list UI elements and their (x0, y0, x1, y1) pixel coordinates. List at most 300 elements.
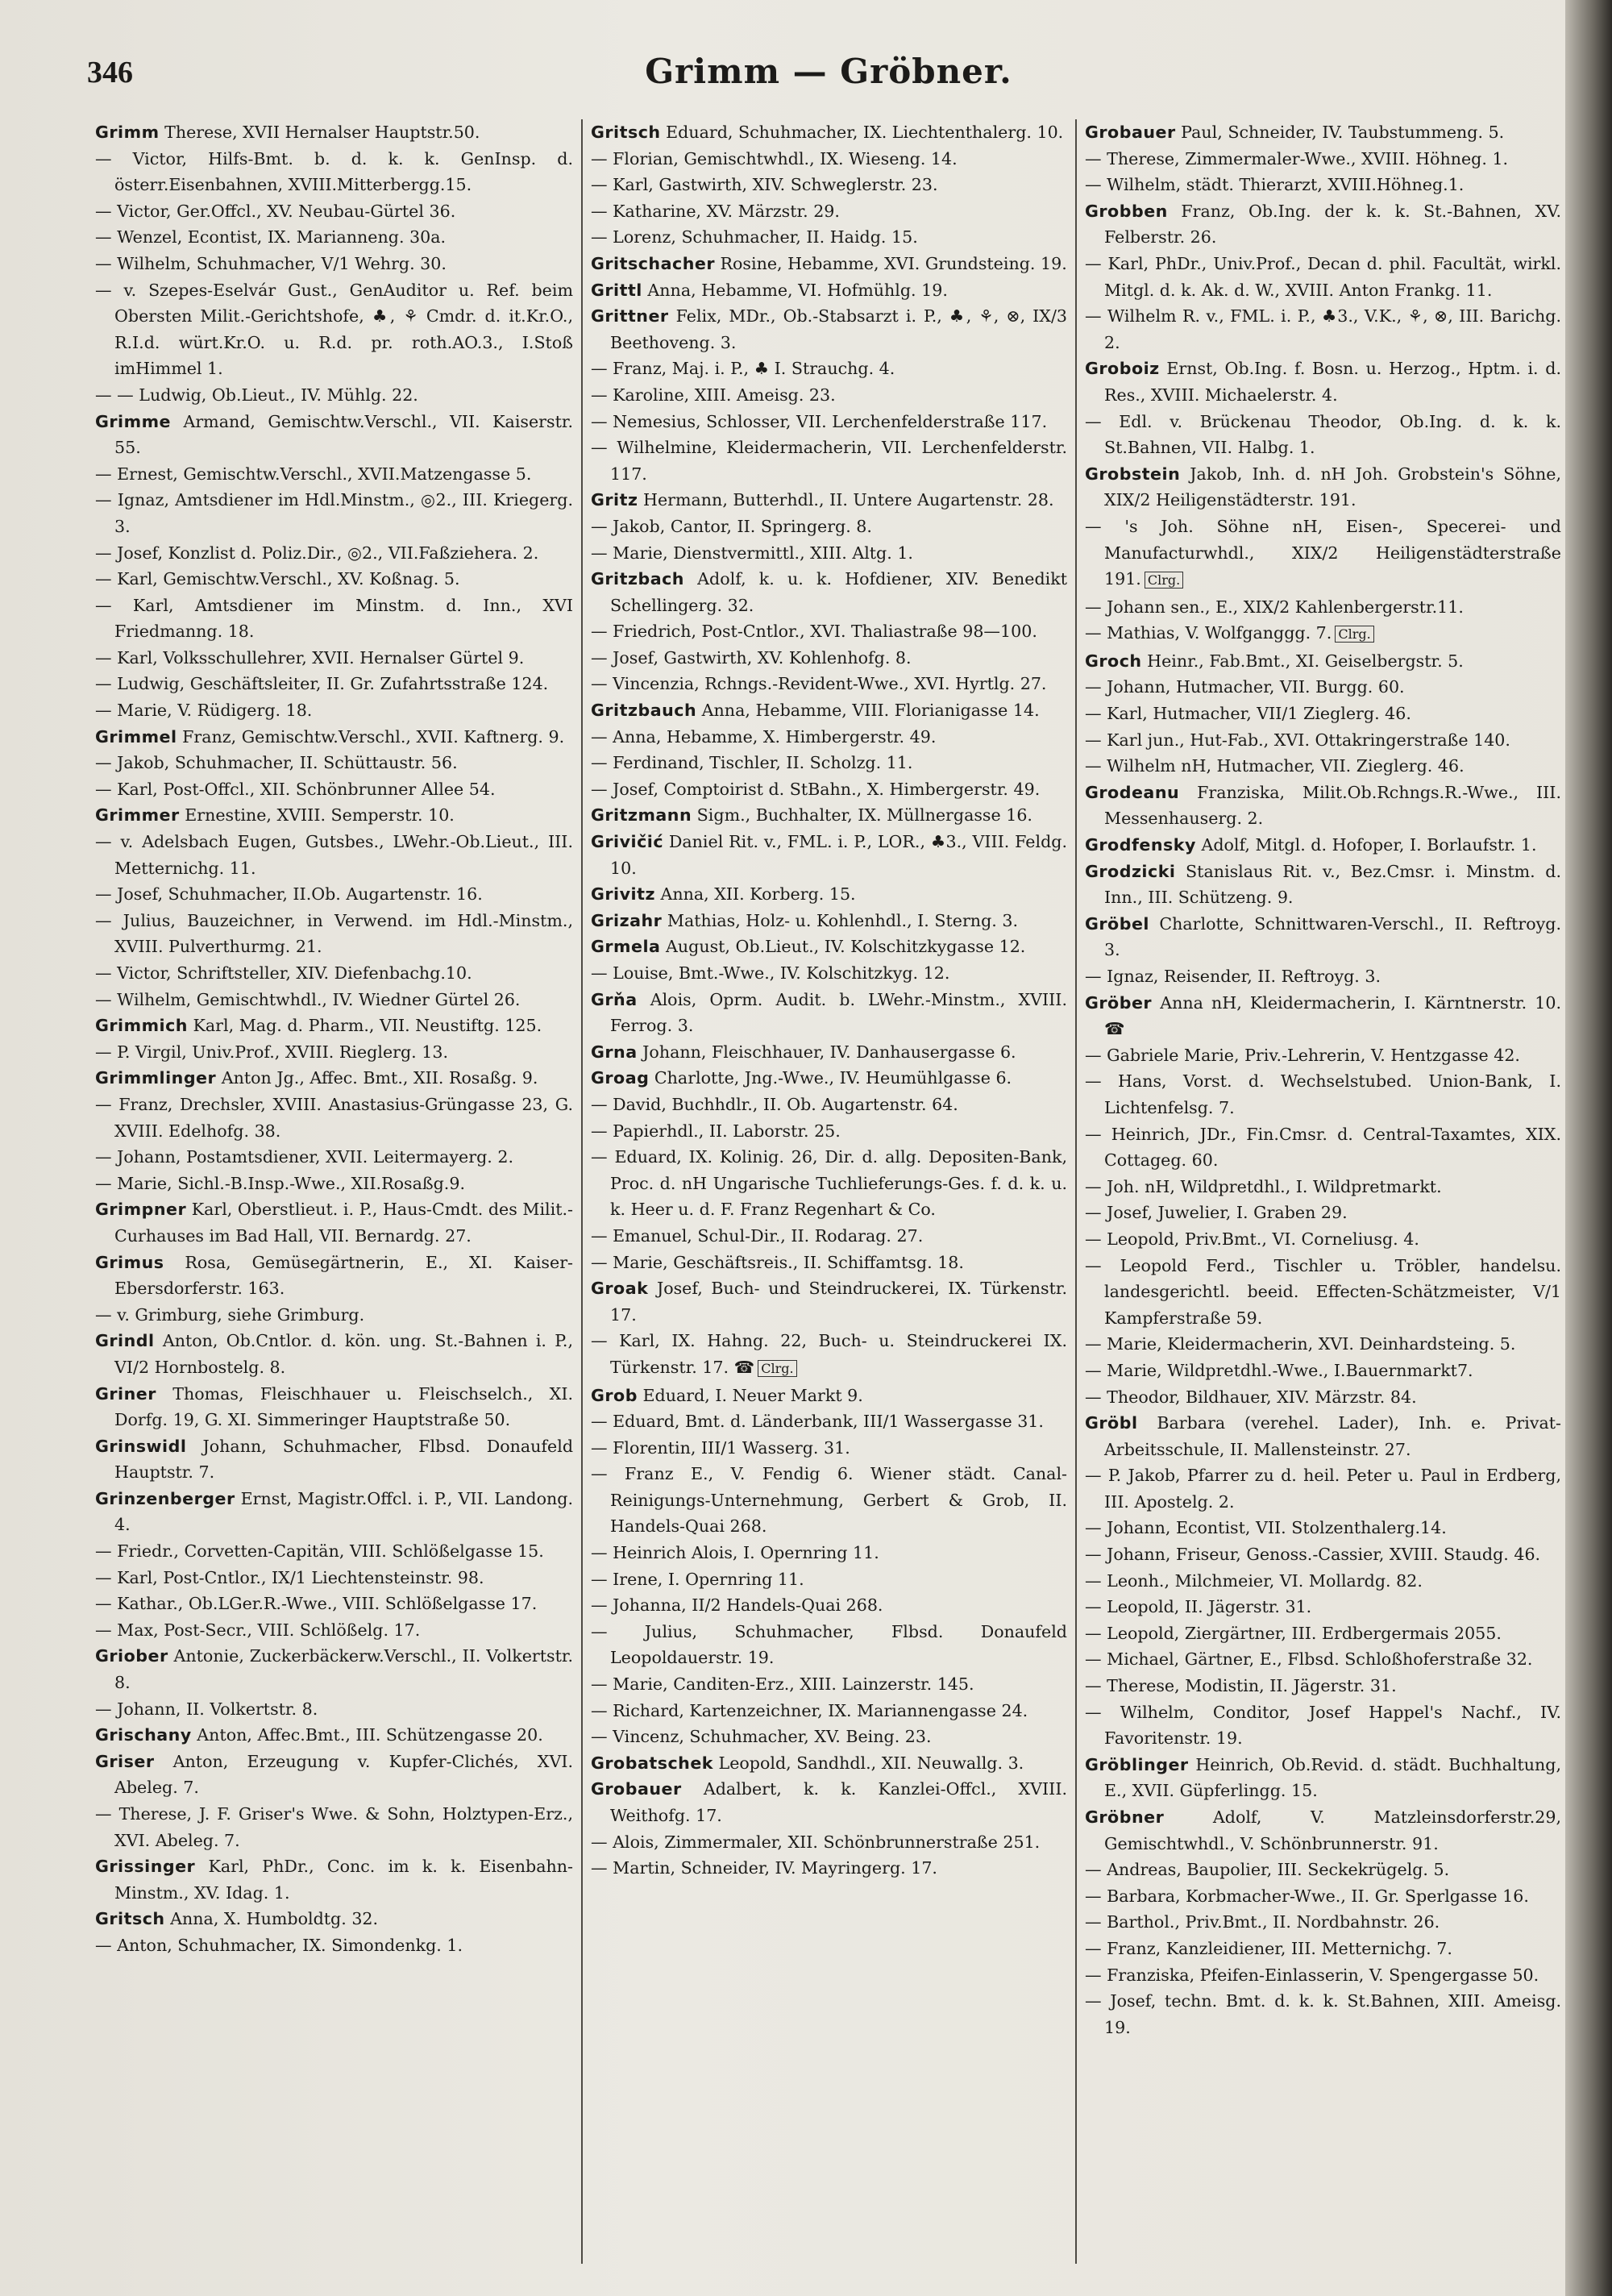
entry-surname: Grobstein (1085, 464, 1181, 484)
directory-entry (95, 593, 573, 645)
entry-text: — Victor, Hilfs-Bmt. b. d. k. k. GenInsp. d. österr.Eisenbahnen, XVIII.Mitterbergg.15. (95, 148, 573, 195)
entry-text: — Marie, Wildpretdhl.-Wwe., I.Bauernmarkt7. (1085, 1360, 1473, 1380)
directory-entry (591, 277, 1067, 304)
directory-entry (1085, 1253, 1561, 1332)
entry-text: Heinr., Fab.Bmt., XI. Geiselbergstr. 5. (1141, 651, 1464, 671)
entry-surname: Grimmlinger (95, 1068, 217, 1088)
entry-text: — Ernest, Gemischtw.Verschl., XVII.Matzengasse 5. (95, 464, 532, 484)
entry-surname: Grob (591, 1385, 638, 1405)
entry-text: — Josef, Comptoirist d. StBahn., X. Himbergerstr. 49. (591, 779, 1041, 799)
entry-text: — Victor, Ger.Offcl., XV. Neubau-Gürtel 36. (95, 201, 456, 221)
entry-text: Eduard, I. Neuer Markt 9. (637, 1385, 863, 1405)
entry-text: — Jakob, Schuhmacher, II. Schüttaustr. 56. (95, 753, 458, 773)
clearing-mark: Clrg. (1145, 572, 1183, 589)
entry-surname: Groch (1085, 651, 1142, 671)
entry-surname: Grischany (95, 1725, 192, 1745)
entry-surname: Groag (591, 1068, 650, 1088)
entry-text: Heinrich, Ob.Revid. d. städt. Buchhaltung, E., XVII. Güpferlingg. 15. (1104, 1754, 1561, 1801)
entry-text: — Wilhelm nH, Hutmacher, VII. Zieglerg. 46. (1085, 756, 1465, 776)
directory-entry (1085, 911, 1561, 963)
entry-text: — Johann sen., E., XIX/2 Kahlenbergerstr.11. (1085, 597, 1464, 617)
entry-text: — Victor, Schriftsteller, XIV. Diefenbachg.10. (95, 963, 472, 983)
entry-text: — Martin, Schneider, IV. Mayringerg. 17. (591, 1858, 937, 1878)
entry-text: — Josef, Juwelier, I. Graben 29. (1085, 1203, 1348, 1223)
directory-entry (1085, 1410, 1561, 1462)
directory-entry (591, 1383, 1067, 1409)
entry-text: — Johann, Econtist, VII. Stolzenthalerg.14. (1085, 1518, 1447, 1538)
directory-entry (95, 1643, 573, 1695)
directory-entry (1085, 1620, 1561, 1647)
entry-text: Johann, Fleischhauer, IV. Danhausergasse 6. (637, 1042, 1016, 1062)
entry-text: Mathias, Holz- u. Kohlenhdl., I. Sterng. 3. (662, 910, 1018, 930)
entry-text: — Ludwig, Geschäftsleiter, II. Gr. Zufahrtsstraße 124. (95, 674, 549, 694)
entry-text: — Wilhelmine, Kleidermacherin, VII. Lerchenfelderstr. 117. (591, 438, 1067, 484)
directory-entry (591, 1724, 1067, 1750)
entry-surname: Grodzicki (1085, 861, 1176, 881)
entry-surname: Grimme (95, 411, 172, 431)
entry-surname: Grobauer (1085, 123, 1176, 142)
entry-text: — Karl, Gemischtw.Verschl., XV. Koßnag. 5. (95, 569, 460, 589)
directory-entry (1085, 1174, 1561, 1200)
entry-surname: Gritsch (95, 1909, 165, 1929)
directory-entry (95, 409, 573, 461)
directory-entry (95, 146, 573, 198)
entry-surname: Grittner (591, 306, 669, 327)
entry-surname: Grinswidl (95, 1436, 187, 1456)
directory-entry (591, 908, 1067, 934)
directory-entry (591, 146, 1067, 173)
entry-text: — Wilhelm, Schuhmacher, V/1 Wehrg. 30. (95, 253, 447, 273)
directory-entry (95, 697, 573, 724)
directory-entry (1085, 963, 1561, 990)
directory-entry (591, 829, 1067, 881)
directory-entry (95, 224, 573, 251)
directory-entry (591, 750, 1067, 776)
directory-entry (1085, 1200, 1561, 1226)
entry-text: — Leopold, Ziergärtner, III. Erdbergermais 2055. (1085, 1623, 1502, 1643)
directory-entry (591, 1855, 1067, 1882)
directory-entry (95, 1801, 573, 1853)
entry-text: Daniel Rit. v., FML. i. P., LOR., ♣3., VIII. Feldg. 10. (610, 832, 1067, 878)
directory-entry (1085, 1331, 1561, 1358)
directory-entry (95, 1039, 573, 1066)
directory-entry (591, 540, 1067, 567)
entry-surname: Grinzenberger (95, 1488, 235, 1508)
entry-text: — Joh. nH, Wildpretdhl., I. Wildpretmarkt. (1085, 1176, 1442, 1196)
directory-entry (1085, 1226, 1561, 1253)
entry-text: — Karl jun., Hut-Fab., XVI. Ottakringerstraße 140. (1085, 730, 1510, 750)
entry-text: — Franz, Drechsler, XVIII. Anastasius-Grüngasse 23, G. XVIII. Edelhofg. 38. (95, 1094, 573, 1141)
entry-surname: Griser (95, 1751, 155, 1771)
entry-text: — Marie, Canditen-Erz., XIII. Lainzerstr. 145. (591, 1674, 974, 1695)
directory-entry (591, 198, 1067, 225)
entry-surname: Grimm (95, 123, 160, 142)
directory-entry (95, 1617, 573, 1644)
directory-entry (95, 1749, 573, 1801)
entry-surname: Grissinger (95, 1857, 196, 1877)
clearing-mark: Clrg. (1335, 626, 1373, 643)
directory-entry (1085, 1962, 1561, 1989)
entry-surname: Grimus (95, 1252, 164, 1272)
entry-text: — v. Adelsbach Eugen, Gutsbes., LWehr.-Ob.Lieut., III. Metternichg. 11. (95, 832, 573, 878)
entry-text: — Vincenzia, Rchngs.-Revident-Wwe., XVI. Hyrtlg. 27. (591, 674, 1047, 694)
directory-entry (1085, 119, 1561, 146)
directory-entry (1085, 1068, 1561, 1121)
directory-entry (1085, 356, 1561, 408)
entry-surname: Gritzmann (591, 805, 692, 826)
directory-entry (591, 382, 1067, 409)
directory-entry (591, 1328, 1067, 1382)
entry-text: Charlotte, Jng.-Wwe., IV. Heumühlgasse 6. (649, 1068, 1012, 1088)
directory-entry (1085, 1594, 1561, 1620)
entry-text: Karl, PhDr., Conc. im k. k. Eisenbahn-Minstm., XV. Idag. 1. (114, 1857, 573, 1903)
directory-entry (591, 1435, 1067, 1462)
entry-text: — Franz, Maj. i. P., ♣ I. Strauchg. 4. (591, 359, 895, 379)
directory-entry (1085, 1515, 1561, 1541)
directory-entry (591, 119, 1067, 146)
directory-entry (591, 697, 1067, 724)
directory-entry (95, 540, 573, 567)
directory-entry (95, 776, 573, 803)
entry-text: — Wenzel, Econtist, IX. Marianneng. 30a. (95, 227, 447, 247)
directory-entry (95, 908, 573, 960)
entry-text: Sigm., Buchhalter, IX. Müllnergasse 16. (692, 805, 1032, 826)
entry-text: — Marie, Kleidermacherin, XVI. Deinhardsteing. 5. (1085, 1334, 1516, 1354)
directory-entry (1085, 620, 1561, 648)
directory-entry (1085, 1883, 1561, 1910)
entry-text: Adolf, k. u. k. Hofdiener, XIV. Benedikt Schellingerg. 32. (610, 569, 1067, 615)
entry-text: — Friedr., Corvetten-Capitän, VIII. Schlößelgasse 15. (95, 1541, 544, 1562)
directory-entry (95, 829, 573, 881)
entry-text: — David, Buchhdlr., II. Ob. Augartenstr. 64. (591, 1094, 958, 1114)
directory-entry (95, 1013, 573, 1039)
entry-text: — Karl, Gastwirth, XIV. Schweglerstr. 23. (591, 175, 938, 195)
directory-entry (591, 960, 1067, 987)
directory-entry (591, 1092, 1067, 1118)
entry-text: Franziska, Milit.Ob.Rchngs.R.-Wwe., III. Messenhauserg. 2. (1104, 782, 1561, 829)
directory-entry (95, 1065, 573, 1092)
entry-text: — Julius, Schuhmacher, Flbsd. Donaufeld Leopoldauerstr. 19. (591, 1621, 1067, 1668)
entry-text: — Jakob, Cantor, II. Springerg. 8. (591, 516, 872, 536)
directory-entry (591, 1671, 1067, 1698)
directory-entry (95, 671, 573, 697)
entry-text: Charlotte, Schnittwaren-Verschl., II. Reftroyg. 3. (1104, 913, 1561, 960)
entry-text: — Eduard, Bmt. d. Länderbank, III/1 Wassergasse 31. (591, 1412, 1044, 1432)
directory-entry (95, 724, 573, 751)
entry-text: — Wilhelm, Gemischtwhdl., IV. Wiedner Gürtel 26. (95, 989, 521, 1009)
entry-surname: Gröber (1085, 992, 1153, 1013)
entry-text: Antonie, Zuckerbäckerw.Verschl., II. Volkertstr. 8. (114, 1646, 573, 1693)
entry-text: Leopold, Sandhdl., XII. Neuwallg. 3. (713, 1753, 1024, 1773)
directory-entry (1085, 594, 1561, 621)
entry-text: Anton, Erzeugung v. Kupfer-Clichés, XVI. Abeleg. 7. (114, 1751, 573, 1798)
entry-text: — Ignaz, Reisender, II. Reftroyg. 3. (1085, 967, 1381, 986)
entry-surname: Gröbl (1085, 1413, 1138, 1433)
entry-text: — Barbara, Korbmacher-Wwe., II. Gr. Sperlgasse 16. (1085, 1886, 1529, 1906)
entry-text: — Edl. v. Brückenau Theodor, Ob.Ing. d. k. k. St.Bahnen, VII. Halbg. 1. (1085, 411, 1561, 458)
entry-surname: Gröbner (1085, 1807, 1165, 1827)
entry-text: — Heinrich Alois, I. Opernring 11. (591, 1543, 879, 1563)
entry-surname: Griober (95, 1646, 168, 1666)
entry-text: Rosine, Hebamme, XVI. Grundsteing. 19. (714, 253, 1067, 273)
directory-entry (591, 987, 1067, 1039)
entry-surname: Grobben (1085, 201, 1168, 221)
entry-surname: Grindl (95, 1331, 155, 1351)
directory-entry (591, 1039, 1067, 1066)
directory-entry (95, 1538, 573, 1565)
entry-surname: Grobauer (591, 1779, 682, 1799)
entry-text: Alois, Oprm. Audit. b. LWehr.-Minstm., XVIII. Ferrog. 3. (610, 989, 1067, 1036)
entry-surname: Grivitz (591, 884, 655, 905)
entry-text: Anna, X. Humboldtg. 32. (164, 1909, 379, 1929)
entry-text: Anton, Ob.Cntlor. d. kön. ung. St.-Bahnen i. P., VI/2 Hornbostelg. 8. (114, 1331, 573, 1377)
clearing-mark: Clrg. (758, 1360, 796, 1377)
directory-entry (95, 1565, 573, 1591)
entry-text: — Leopold, Priv.Bmt., VI. Corneliusg. 4. (1085, 1229, 1419, 1249)
entry-text: — v. Grimburg, siehe Grimburg. (95, 1304, 365, 1325)
entry-surname: Grimpner (95, 1200, 187, 1220)
directory-entry (1085, 1541, 1561, 1568)
entry-text: Ernst, Ob.Ing. f. Bosn. u. Herzog., Hptm. i. d. Res., XVIII. Michaelerstr. 4. (1104, 359, 1561, 405)
directory-entry (1085, 1358, 1561, 1384)
directory-entry (1085, 1857, 1561, 1883)
directory-entry (95, 1696, 573, 1723)
directory-columns (87, 119, 1570, 2264)
entry-text: Anna, XII. Korberg. 15. (654, 884, 856, 905)
entry-text: Thomas, Fleischhauer u. Fleischselch., XI. Dorfg. 19, G. XI. Simmeringer Hauptstraße 50. (114, 1383, 573, 1430)
entry-text: — Wilhelm, Conditor, Josef Happel's Nachf., IV. Favoritenstr. 19. (1085, 1702, 1561, 1749)
entry-text: — Franz, Kanzleidiener, III. Metternichg. 7. (1085, 1938, 1452, 1958)
directory-entry (1085, 303, 1561, 356)
entry-text: Eduard, Schuhmacher, IX. Liechtenthalerg. 10. (660, 123, 1064, 142)
entry-text: Hermann, Butterhdl., II. Untere Augartenstr. 28. (638, 490, 1054, 510)
directory-entry (95, 487, 573, 539)
directory-entry (591, 802, 1067, 829)
entry-surname: Gritsch (591, 123, 661, 142)
entry-text: — Ferdinand, Tischler, II. Scholzg. 11. (591, 753, 913, 773)
entry-text: — Louise, Bmt.-Wwe., IV. Kolschitzkyg. 12. (591, 963, 950, 983)
entry-surname: Grimmer (95, 805, 180, 826)
directory-entry (95, 1722, 573, 1749)
directory-entry (1085, 648, 1561, 675)
directory-entry (1085, 753, 1561, 780)
entry-text: — Julius, Bauzeichner, in Verwend. im Hdl.-Minstm., XVIII. Pulverthurmg. 21. (95, 910, 573, 957)
entry-text: — Karl, Amtsdiener im Minstm. d. Inn., XVI Friedmanng. 18. (95, 595, 573, 642)
directory-entry (1085, 1699, 1561, 1752)
running-head: Grimm — Gröbner. (645, 52, 1012, 91)
directory-entry (1085, 1752, 1561, 1804)
directory-entry (1085, 1462, 1561, 1515)
directory-entry (591, 1592, 1067, 1619)
directory-entry (591, 1566, 1067, 1593)
directory-entry (591, 1118, 1067, 1145)
directory-entry (95, 1171, 573, 1197)
directory-entry (591, 776, 1067, 803)
entry-text: — Karl, PhDr., Univ.Prof., Decan d. phil. Facultät, wirkl. Mitgl. d. k. Ak. d. W., XVIII. Anton Frankg. 11. (1085, 253, 1561, 300)
directory-entry (95, 1433, 573, 1486)
entry-text: — v. Szepes-Eselvár Gust., GenAuditor u. Ref. beim Obersten Milit.-Gerichtshofe, ♣, ⚘ Cmdr. d. it.Kr.O., R.I.d. würt.Kr.O. u. R.d. pr. roth.AO.3., I.Stoß imHimmel 1. (95, 280, 573, 379)
entry-text: — Papierhdl., II. Laborstr. 25. (591, 1121, 841, 1141)
entry-text: — Leopold, II. Jägerstr. 31. (1085, 1597, 1312, 1617)
entry-text: — Emanuel, Schul-Dir., II. Rodarag. 27. (591, 1225, 924, 1246)
directory-entry (591, 671, 1067, 697)
entry-text: — P. Virgil, Univ.Prof., XVIII. Rieglerg. 13. (95, 1042, 449, 1062)
directory-entry (1085, 727, 1561, 754)
directory-entry (1085, 409, 1561, 461)
entry-text: — Marie, Sichl.-B.Insp.-Wwe., XII.Rosaßg.9. (95, 1173, 465, 1193)
entry-text: — Andreas, Baupolier, III. Seckekrügelg. 5. (1085, 1860, 1450, 1880)
column-3 (1075, 119, 1569, 2264)
entry-surname: Grizahr (591, 910, 663, 930)
entry-text: — Theodor, Bildhauer, XIV. Märzstr. 84. (1085, 1387, 1417, 1407)
entry-text: — Irene, I. Opernring 11. (591, 1569, 804, 1589)
page-header (87, 50, 1570, 98)
directory-entry (1085, 780, 1561, 832)
directory-entry (95, 1144, 573, 1171)
entry-text: — Josef, techn. Bmt. d. k. k. St.Bahnen, XIII. Ameisg. 19. (1085, 1991, 1561, 2037)
entry-surname: Grivičić (591, 832, 664, 852)
entry-text: Adalbert, k. k. Kanzlei-Offcl., XVIII. Weithofg. 17. (610, 1779, 1067, 1825)
directory-entry (591, 356, 1067, 382)
directory-entry (95, 198, 573, 225)
entry-text: Rosa, Gemüsegärtnerin, E., XI. Kaiser-Ebersdorferstr. 163. (114, 1252, 573, 1299)
entry-text: — Karl, IX. Hahng. 22, Buch- u. Steindruckerei IX. Türkenstr. 17. ☎ (591, 1331, 1067, 1377)
entry-text: — Marie, V. Rüdigerg. 18. (95, 701, 313, 721)
directory-entry (95, 566, 573, 593)
column-2 (581, 119, 1075, 2264)
directory-entry (591, 1275, 1067, 1328)
directory-entry (1085, 251, 1561, 303)
entry-text: Adolf, Mitgl. d. Hofoper, I. Borlaufstr. 1. (1195, 835, 1537, 855)
entry-text: Franz, Gemischtw.Verschl., XVII. Kaftnerg. 9. (177, 726, 565, 747)
directory-entry (95, 1328, 573, 1380)
directory-entry (591, 724, 1067, 751)
directory-entry (1085, 990, 1561, 1042)
entry-text: — Florian, Gemischtwhdl., IX. Wieseng. 14. (591, 148, 958, 168)
directory-entry (591, 1829, 1067, 1856)
entry-surname: Grimmich (95, 1016, 188, 1036)
directory-entry (95, 645, 573, 672)
entry-text: Anton Jg., Affec. Bmt., XII. Rosaßg. 9. (216, 1068, 538, 1088)
directory-entry (95, 1381, 573, 1433)
entry-text: — Kathar., Ob.LGer.R.-Wwe., VIII. Schlößelgasse 17. (95, 1594, 538, 1614)
entry-text: Barbara (verehel. Lader), Inh. e. Privat-Arbeitsschule, II. Mallensteinstr. 27. (1104, 1413, 1561, 1459)
directory-entry (591, 1223, 1067, 1250)
directory-entry (95, 987, 573, 1013)
directory-entry (591, 1776, 1067, 1828)
entry-surname: Grňa (591, 989, 638, 1009)
entry-text: Adolf, V. Matzleinsdorferstr.29, Gemischtwhdl., V. Schönbrunnerstr. 91. (1104, 1807, 1561, 1853)
entry-text: — Heinrich, JDr., Fin.Cmsr. d. Central-Taxamtes, XIX. Cottageg. 60. (1085, 1124, 1561, 1171)
directory-entry (591, 514, 1067, 540)
directory-entry (95, 750, 573, 776)
entry-text: — Vincenz, Schuhmacher, XV. Being. 23. (591, 1727, 932, 1747)
entry-text: — Anton, Schuhmacher, IX. Simondenkg. 1. (95, 1935, 463, 1955)
directory-entry (95, 1906, 573, 1932)
entry-text: — Josef, Konzlist d. Poliz.Dir., ◎2., VII.Faßziehera. 2. (95, 543, 539, 563)
entry-text: — Alois, Zimmermaler, XII. Schönbrunnerstraße 251. (591, 1832, 1041, 1852)
directory-entry (95, 1250, 573, 1302)
directory-entry (591, 1250, 1067, 1276)
entry-text: Josef, Buch- und Steindruckerei, IX. Türkenstr. 17. (610, 1279, 1067, 1325)
directory-entry (95, 881, 573, 908)
directory-entry (1085, 1042, 1561, 1069)
entry-text: — Mathias, V. Wolfganggg. 7. (1085, 623, 1332, 643)
directory-entry (591, 1540, 1067, 1566)
entry-surname: Gritschacher (591, 253, 715, 273)
directory-entry (1085, 1384, 1561, 1411)
entry-text: Paul, Schneider, IV. Taubstummeng. 5. (1175, 123, 1505, 142)
entry-text: Franz, Ob.Ing. der k. k. St.-Bahnen, XV. Felberstr. 26. (1104, 201, 1561, 247)
entry-text: Felix, MDr., Ob.-Stabsarzt i. P., ♣, ⚘, ⊗, IX/3 Beethoveng. 3. (610, 306, 1067, 352)
directory-entry (591, 1461, 1067, 1540)
book-spine-shadow (1565, 0, 1612, 2296)
entry-text: Ernst, Magistr.Offcl. i. P., VII. Landong. 4. (114, 1488, 573, 1535)
directory-entry (1085, 1804, 1561, 1857)
entry-text: — Marie, Geschäftsreis., II. Schiffamtsg. 18. (591, 1252, 964, 1272)
entry-text: — Gabriele Marie, Priv.-Lehrerin, V. Hentzgasse 42. (1085, 1045, 1520, 1065)
directory-entry (95, 461, 573, 488)
entry-surname: Grmela (591, 937, 661, 957)
directory-entry (1085, 832, 1561, 859)
entry-text: Johann, Schuhmacher, Flbsd. Donaufeld Hauptstr. 7. (114, 1436, 573, 1483)
entry-text: Karl, Oberstlieut. i. P., Haus-Cmdt. des Milit.-Curhauses im Bad Hall, VII. Bernardg. 27. (114, 1200, 573, 1246)
entry-text: Therese, XVII Hernalser Hauptstr.50. (159, 123, 480, 142)
directory-entry (95, 119, 573, 146)
entry-text: — Wilhelm, städt. Thierarzt, XVIII.Höhneg.1. (1085, 175, 1465, 195)
entry-surname: Gritzbach (591, 569, 684, 589)
entry-text: — Florentin, III/1 Wasserg. 31. (591, 1437, 850, 1458)
entry-text: — Wilhelm R. v., FML. i. P., ♣3., V.K., ⚘, ⊗, III. Barichg. 2. (1085, 306, 1561, 352)
entry-text: — Franz E., V. Fendig 6. Wiener städt. Canal-Reinigungs-Unternehmung, Gerbert & Grob, II. Handels-Quai 268. (591, 1464, 1067, 1537)
directory-entry (95, 1302, 573, 1329)
directory-entry (1085, 1673, 1561, 1699)
entry-text: Anna, Hebamme, VIII. Florianigasse 14. (696, 701, 1040, 721)
directory-entry (1085, 1936, 1561, 1962)
page-number: 346 (87, 56, 133, 89)
directory-entry (1085, 461, 1561, 514)
entry-text: — Josef, Schuhmacher, II.Ob. Augartenstr. 16. (95, 884, 483, 905)
entry-surname: Groak (591, 1279, 649, 1299)
entry-text: — Anna, Hebamme, X. Himbergerstr. 49. (591, 726, 937, 747)
directory-entry (591, 1144, 1067, 1223)
entry-text: — Friedrich, Post-Cntlor., XVI. Thaliastraße 98—100. (591, 622, 1037, 642)
entry-text: — Johann, II. Volkertstr. 8. (95, 1699, 318, 1719)
entry-text: — Josef, Gastwirth, XV. Kohlenhofg. 8. (591, 647, 912, 668)
entry-text: — Leopold Ferd., Tischler u. Tröbler, handelsu. landesgerichtl. beeid. Effecten-Schätzmeister, V/1 Kampferstraße 59. (1085, 1255, 1561, 1328)
directory-entry (1085, 674, 1561, 701)
entry-text: — Marie, Dienstvermittl., XIII. Altg. 1. (591, 543, 913, 563)
entry-text: — Karl, Hutmacher, VII/1 Zieglerg. 46. (1085, 704, 1411, 724)
entry-text: — Katharine, XV. Märzstr. 29. (591, 201, 840, 221)
entry-text: — Karl, Post-Cntlor., IX/1 Liechtensteinstr. 98. (95, 1567, 484, 1587)
directory-entry (591, 618, 1067, 645)
entry-text: — Karl, Post-Offcl., XII. Schönbrunner Allee 54. (95, 779, 496, 799)
entry-surname: Grna (591, 1042, 638, 1062)
entry-text: — Karoline, XIII. Ameisg. 23. (591, 385, 836, 405)
entry-text: — Michael, Gärtner, E., Flbsd. Schloßhoferstraße 32. (1085, 1649, 1533, 1670)
directory-entry (591, 881, 1067, 908)
directory-entry (95, 277, 573, 382)
entry-text: — Therese, J. F. Griser's Wwe. & Sohn, Holztypen-Erz., XVI. Abeleg. 7. (95, 1804, 573, 1850)
directory-entry (591, 224, 1067, 251)
directory-entry (1085, 859, 1561, 911)
entry-surname: Groboiz (1085, 359, 1160, 379)
directory-entry (95, 1486, 573, 1538)
directory-entry (1085, 1568, 1561, 1595)
directory-entry (591, 487, 1067, 514)
directory-entry (1085, 146, 1561, 173)
